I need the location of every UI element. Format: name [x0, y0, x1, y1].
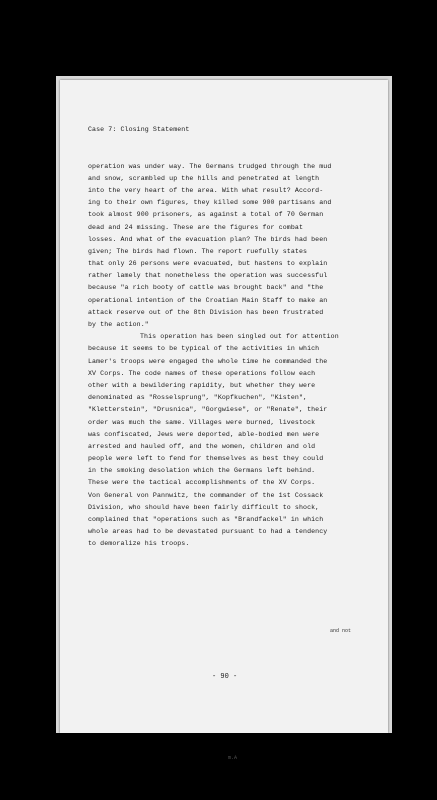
paragraph-2-first-line: This operation has been singled out for attention	[140, 333, 339, 341]
text-line: denominated as "Rosselsprung", "Kopfkuchen", "Kisten",	[88, 394, 308, 402]
text-line: dead and 24 missing. These are the figures for combat	[88, 223, 304, 231]
spacer	[88, 136, 378, 148]
footer-mark: m.A	[228, 755, 238, 761]
paragraph-1	[88, 161, 378, 332]
spacer	[88, 148, 378, 160]
text-line: Lamer's troops were engaged the whole time he commanded the	[88, 357, 328, 365]
paragraph-2	[88, 343, 378, 550]
text-line: complained that "operations such as "Brandfackel" in which	[88, 516, 324, 523]
text-line: ing to their own figures, they killed some 900 partisans and	[88, 199, 332, 207]
text-line: into the very heart of the area. With what result? Accord-	[88, 186, 324, 194]
page-text	[88, 124, 378, 551]
text-line: because it seems to be typical of the activities in which	[88, 345, 320, 353]
text-line: operation was under way. The Germans trudged through the mud	[88, 162, 332, 170]
page-header: Case 7: Closing Statement	[88, 126, 190, 133]
text-line: other with a bewildering rapidity, but whether they were	[88, 381, 316, 389]
text-line: by the action."	[88, 321, 149, 328]
text-line: XV Corps. The code names of these operations follow each	[88, 369, 316, 377]
text-line: to demoralize his troops.	[88, 540, 190, 548]
text-line: rather lamely that nonetheless the operation was successful	[88, 272, 328, 280]
text-line: Von General von Pannwitz, the commander of the 1st Cossack	[88, 491, 324, 499]
interlineation: and not	[330, 628, 352, 634]
text-line: order was much the same. Villages were burned, livestock	[88, 418, 316, 426]
text-line: and snow, scrambled up the hills and penetrated at length	[88, 174, 320, 182]
text-line: in the smoking desolation which the Germans left behind.	[88, 467, 316, 475]
text-line: people were left to fend for themselves as best they could	[88, 455, 324, 463]
text-line: losses. And what of the evacuation plan? The birds had been	[88, 235, 328, 243]
text-line: "Kletterstein", "Drusnica", "Gorgwiese", or "Renate", their	[88, 406, 328, 414]
text-line: operational intention of the Croatian Main Staff to make an	[88, 296, 328, 304]
text-line: Division, who should have been fairly difficult to shock,	[88, 503, 320, 511]
text-line: whole areas had to be devastated pursuant to had a tendency	[88, 528, 328, 536]
document-page	[60, 80, 388, 761]
text-line: attack reserve out of the 8th Division has been frustrated	[88, 308, 324, 316]
text-line: These were the tactical accomplishments of the XV Corps.	[88, 479, 316, 487]
text-line: was confiscated, Jews were deported, able-bodied men were	[88, 430, 320, 438]
text-line: because "a rich booty of cattle was brought back" and "the	[88, 284, 324, 292]
page-number: - 90 -	[212, 673, 238, 681]
text-line: took almost 900 prisoners, as against a total of 70 German	[88, 211, 324, 219]
text-line: arrested and hauled off, and the women, children and old	[88, 442, 316, 450]
text-line: that only 26 persons were evacuated, but hastens to explain	[88, 260, 328, 268]
text-line: given; The birds had flown. The report ruefully states	[88, 247, 308, 255]
